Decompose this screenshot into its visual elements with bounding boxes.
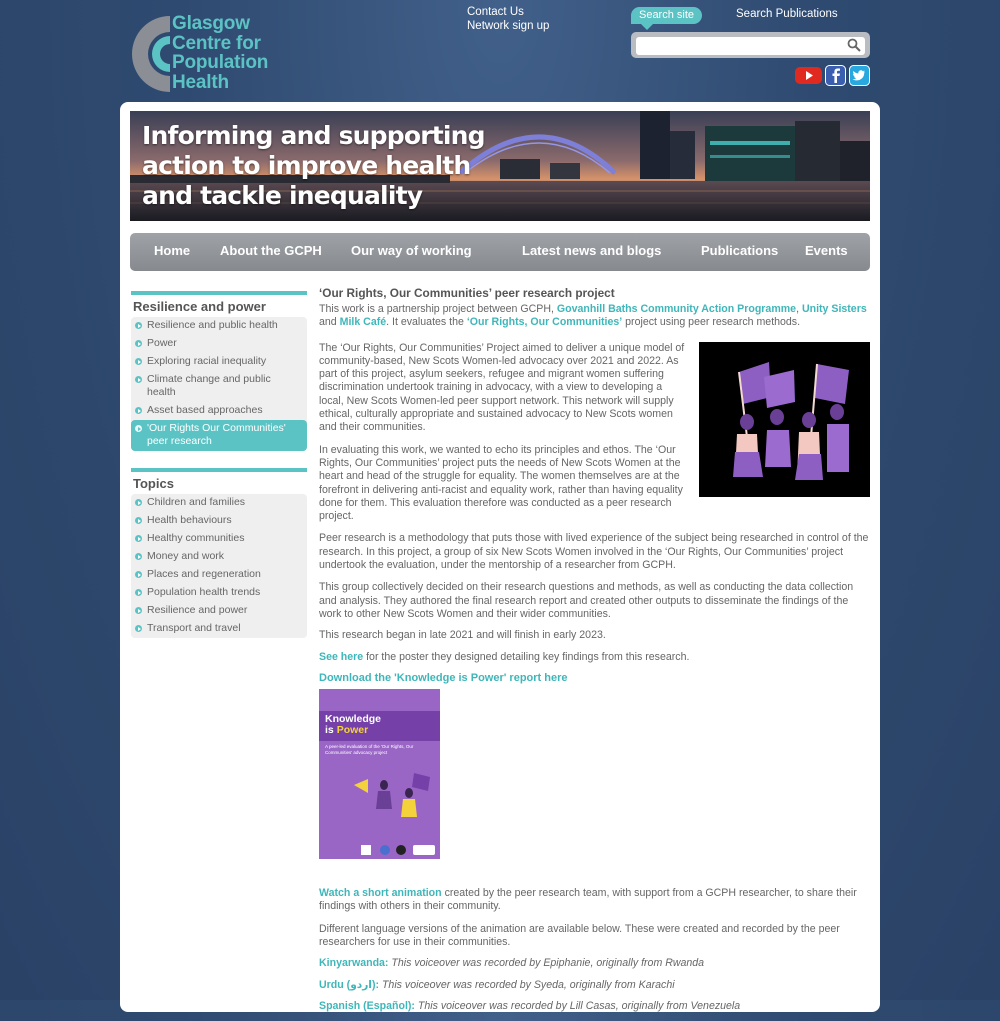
banner-line: and tackle inequality xyxy=(142,181,423,210)
logo-text xyxy=(172,14,268,92)
arrow-bullet-icon xyxy=(135,340,142,347)
body-paragraph: This group collectively decided on their research questions and methods, as well as conducting the data collection and analysis. They authored the final research report and created other outputs to disseminate the findings of the work to other New Scots Women and their wider communities. xyxy=(319,581,854,620)
site-header xyxy=(0,0,1000,100)
nav-latest-news[interactable]: Latest news and blogs xyxy=(522,243,662,258)
sidebar-item-label: Resilience and public health xyxy=(147,319,278,331)
intro-text: , xyxy=(796,303,802,315)
sidebar-item-label: Climate change and public health xyxy=(147,373,271,398)
sidebar-item-label: 'Our Rights Our Communities' peer research xyxy=(147,422,286,447)
arrow-bullet-icon xyxy=(135,322,142,329)
logo-line: Population xyxy=(172,52,269,73)
body-paragraph: The ‘Our Rights, Our Communities’ Project aimed to deliver a unique model of community-based, New Scots Women-led advocacy over 2021 and 2022. As part of this project, asylum seekers, refugee and migrant women suffering discrimination undertook training in advocacy, with a view to developing a local, New Scots Women-led peer support network. This network will supply ethical, culturally appropriate and sustained advocacy to New Scots women and their communities. xyxy=(319,341,685,434)
sidebar-item-our-rights-active[interactable] xyxy=(131,420,307,451)
report-cover-image[interactable] xyxy=(319,689,440,859)
language-description: This voiceover was recorded by Syeda, originally from Karachi xyxy=(379,978,675,991)
nav-our-way-of-working[interactable]: Our way of working xyxy=(351,243,472,258)
sidebar-item-label: Health behaviours xyxy=(147,514,232,526)
kinyarwanda-link[interactable]: Kinyarwanda: xyxy=(319,957,389,970)
language-item-spanish xyxy=(319,1000,870,1013)
urdu-link[interactable]: Urdu (اردو): xyxy=(319,978,380,991)
search-box xyxy=(631,32,870,58)
sidebar-item-resilience-public-health[interactable] xyxy=(131,317,307,335)
nav-home[interactable]: Home xyxy=(154,243,191,258)
intro-text: This work is a partnership project between GCPH, xyxy=(319,303,557,315)
intro-text: . It evaluates the xyxy=(386,316,467,329)
sidebar-item-health-behaviours[interactable] xyxy=(131,512,307,530)
language-description: This voiceover was recorded by Lill Casas, originally from Venezuela xyxy=(414,999,741,1012)
intro-text: project using peer research methods. xyxy=(622,316,801,329)
report-title-power: Power xyxy=(336,724,369,737)
language-item-kinyarwanda xyxy=(319,957,870,970)
spanish-link[interactable]: Spanish (Español): xyxy=(319,999,415,1012)
sidebar-item-label: Transport and travel xyxy=(147,622,241,634)
languages-intro: Different language versions of the animation are available below. These were created and recorded by the peer researchers for use in their communities. xyxy=(319,922,840,949)
sidebar-item-label: Power xyxy=(147,337,177,349)
search-icon[interactable] xyxy=(847,38,861,52)
banner-line: action to improve health xyxy=(142,151,471,180)
sidebar-item-label: Places and regeneration xyxy=(147,568,261,580)
language-description: This voiceover was recorded by Epiphanie, originally from Rwanda xyxy=(388,957,705,970)
sidebar-item-healthy-communities[interactable] xyxy=(131,530,307,548)
page-title: ‘Our Rights, Our Communities’ peer research project xyxy=(319,286,615,300)
sidebar-item-label: Healthy communities xyxy=(147,532,245,544)
language-item-urdu xyxy=(319,979,870,992)
arrow-bullet-icon xyxy=(135,535,142,542)
sidebar-list xyxy=(131,317,307,451)
facebook-icon[interactable] xyxy=(825,65,846,86)
arrow-bullet-icon xyxy=(135,358,142,365)
logo-line: Centre for xyxy=(172,32,261,54)
sidebar-resilience xyxy=(131,291,307,451)
hero-banner xyxy=(130,111,870,221)
sidebar-item-label: Exploring racial inequality xyxy=(147,355,267,367)
arrow-bullet-icon xyxy=(135,553,142,560)
watch-text: created by the peer research team, with support from a GCPH researcher, to share their findings with others in their community. xyxy=(319,887,857,913)
see-here-paragraph xyxy=(319,651,870,664)
intro-paragraph xyxy=(319,303,870,330)
intro-text: and xyxy=(319,316,340,329)
see-here-link[interactable]: See here xyxy=(319,650,364,663)
report-cover-subtitle: A peer-led evaluation of the 'Our Rights, Our Communities' advocacy project xyxy=(325,744,414,755)
sidebar-item-power[interactable] xyxy=(131,335,307,353)
sidebar-item-label: Asset based approaches xyxy=(147,404,263,416)
youtube-icon[interactable] xyxy=(795,65,822,86)
see-here-text: for the poster they designed detailing key findings from this research. xyxy=(363,650,690,663)
sidebar-item-label: Money and work xyxy=(147,550,225,562)
sidebar-item-resilience-power[interactable] xyxy=(131,602,307,620)
contact-us-link[interactable]: Contact Us xyxy=(467,6,524,18)
logo-line: Glasgow xyxy=(172,13,250,34)
top-links xyxy=(467,6,549,33)
report-cover-title xyxy=(319,711,440,741)
arrow-bullet-icon xyxy=(135,517,142,524)
sidebar-list xyxy=(131,494,307,638)
milk-cafe-link[interactable]: Milk Café xyxy=(339,316,387,329)
sidebar-item-transport-travel[interactable] xyxy=(131,620,307,638)
body-paragraph: This research began in late 2021 and will finish in early 2023. xyxy=(319,629,606,642)
report-title-line xyxy=(325,725,434,736)
sidebar-item-climate-change[interactable] xyxy=(131,371,307,402)
arrow-bullet-icon xyxy=(135,407,142,414)
our-rights-project-link[interactable]: ‘Our Rights, Our Communities’ xyxy=(466,316,623,329)
nav-publications[interactable]: Publications xyxy=(701,243,779,258)
sidebar-item-places-regeneration[interactable] xyxy=(131,566,307,584)
banner-headline xyxy=(142,121,485,211)
download-report-link[interactable]: Download the 'Knowledge is Power' report here xyxy=(319,671,568,684)
arrow-bullet-icon xyxy=(135,425,142,432)
banner-line: Informing and supporting xyxy=(142,121,485,150)
network-signup-link[interactable]: Network sign up xyxy=(467,19,550,32)
sidebar-item-label: Children and families xyxy=(147,496,246,508)
arrow-bullet-icon xyxy=(135,607,142,614)
twitter-icon[interactable] xyxy=(849,65,870,86)
search-publications-tab[interactable]: Search Publications xyxy=(736,8,838,20)
report-title-line: Knowledge xyxy=(325,713,382,726)
arrow-bullet-icon xyxy=(135,376,142,383)
report-partner-logos-icon xyxy=(359,844,439,856)
body-paragraph: Peer research is a methodology that puts those with lived experience of the subject being researched in control of the research. In this project, a group of six New Scots Women involved in the ‘Our Rights, Our Communities’ project undertook the evaluation, under the mentorship of a researcher from GCPH. xyxy=(319,532,869,572)
arrow-bullet-icon xyxy=(135,499,142,506)
search-input[interactable] xyxy=(636,37,865,55)
logo-line: Health xyxy=(172,71,229,93)
arrow-bullet-icon xyxy=(135,589,142,596)
body-paragraph: In evaluating this work, we wanted to echo its principles and ethos. The ‘Our Rights, Our Communities’ project puts the needs of New Scots Women at the heart and head of the struggle for equality. The women themselves are at the forefront in delivering anti-racist and equality work, rather than having equality done for them. This evaluation therefore was conducted as a peer research project. xyxy=(319,443,683,523)
arrow-bullet-icon xyxy=(135,625,142,632)
watch-paragraph xyxy=(319,887,870,914)
gcph-logo[interactable] xyxy=(130,14,290,94)
arrow-bullet-icon xyxy=(135,571,142,578)
article-content xyxy=(319,286,870,1021)
nav-about[interactable]: About the GCPH xyxy=(220,243,322,258)
main-nav xyxy=(130,233,870,271)
nav-events[interactable]: Events xyxy=(805,243,848,258)
report-title-is: is xyxy=(325,724,337,737)
sidebar-item-children-families[interactable] xyxy=(131,494,307,512)
sidebar-item-label: Population health trends xyxy=(147,586,261,598)
sidebar-item-racial-inequality[interactable] xyxy=(131,353,307,371)
watch-animation-link[interactable]: Watch a short animation xyxy=(319,887,442,900)
search-site-tab[interactable]: Search site xyxy=(631,7,702,24)
sidebar-topics xyxy=(131,468,307,638)
unity-sisters-link[interactable]: Unity Sisters xyxy=(801,303,867,315)
sidebar-item-label: Resilience and power xyxy=(147,604,248,616)
report-cover-illustration xyxy=(354,767,434,827)
sidebar-section-title: Resilience and power xyxy=(131,291,307,317)
women-with-flags-illustration xyxy=(699,342,870,497)
govanhill-baths-link[interactable]: Govanhill Baths Community Action Programme xyxy=(556,303,797,315)
sidebar-item-asset-based[interactable] xyxy=(131,402,307,420)
sidebar-item-population-trends[interactable] xyxy=(131,584,307,602)
sidebar-section-title: Topics xyxy=(131,468,307,494)
sidebar-item-money-work[interactable] xyxy=(131,548,307,566)
download-paragraph xyxy=(319,672,870,685)
